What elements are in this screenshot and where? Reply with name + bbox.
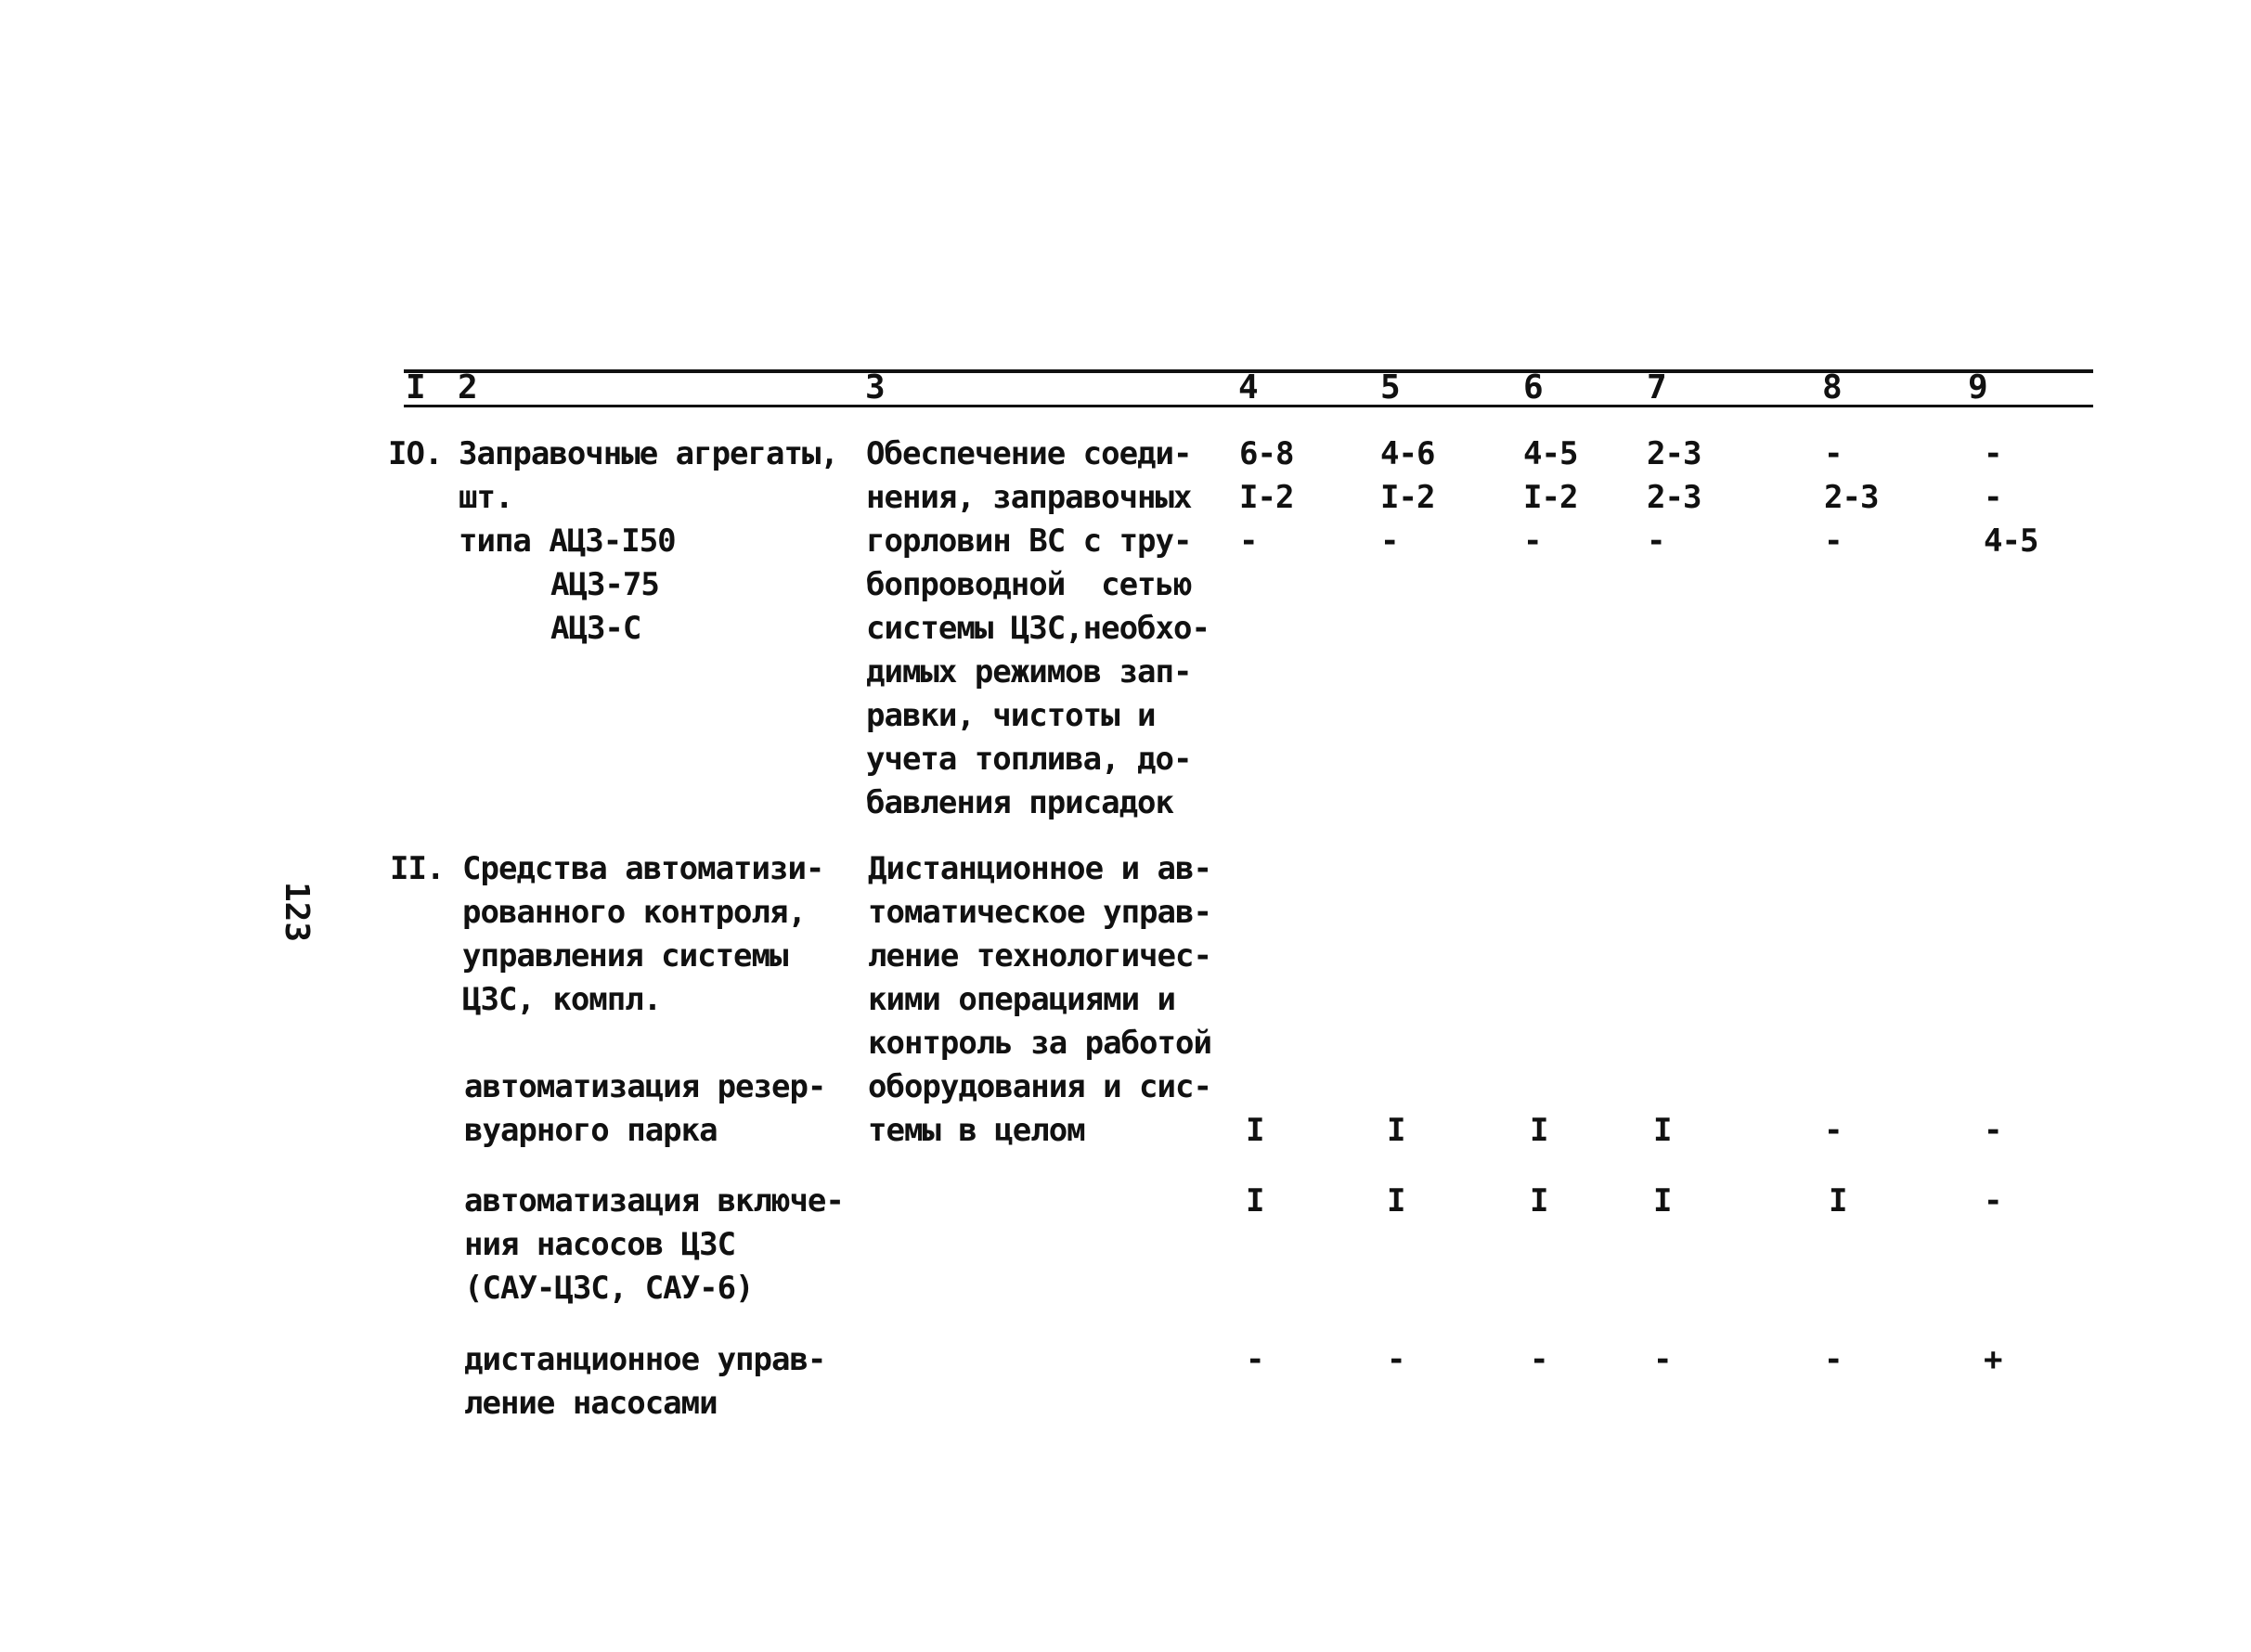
purpose-line: димых режимов зап- [866, 653, 1192, 690]
page-number: 123 [278, 882, 316, 943]
header-col-4: 4 [1238, 368, 1259, 407]
sub-item-line: (САУ-ЦЗС, САУ-6) [464, 1270, 754, 1307]
item-name-line: Заправочные агрегаты, [459, 435, 838, 472]
value-cell: - [1984, 479, 2002, 516]
purpose-line: равки, чистоты и [866, 697, 1156, 734]
value-cell: I [1246, 1182, 1264, 1220]
value-cell: I [1530, 1182, 1548, 1220]
value-cell: I [1829, 1182, 1847, 1220]
item-type: АЦЗ-С [550, 610, 641, 647]
value-cell: - [1530, 1341, 1548, 1378]
item-name-line: рованного контроля, [462, 894, 806, 931]
value-cell: - [1984, 1182, 2002, 1220]
item-type: АЦЗ-75 [550, 566, 659, 603]
item-name-line: ЦЗС, компл. [462, 981, 662, 1018]
value-cell: 4-5 [1523, 435, 1578, 472]
purpose-line: нения, заправочных [866, 479, 1192, 516]
value-cell: - [1824, 1341, 1843, 1378]
value-cell: I [1653, 1182, 1672, 1220]
purpose-line: Дистанционное и ав- [868, 850, 1211, 887]
purpose-line: учета топлива, до- [866, 741, 1192, 778]
value-cell: 2-3 [1647, 479, 1701, 516]
item-name-line: управления системы [462, 937, 788, 974]
purpose-line: темы в целом [868, 1112, 1085, 1149]
value-cell: I [1530, 1112, 1548, 1149]
item-types-label: типа АЦЗ-I50 [459, 523, 676, 560]
row-number: IO. [388, 435, 443, 472]
value-cell: 4-5 [1984, 523, 2038, 560]
value-cell: - [1380, 523, 1399, 560]
sub-item-line: вуарного парка [464, 1112, 718, 1149]
value-cell: - [1824, 1112, 1843, 1149]
item-name-line: шт. [459, 479, 513, 516]
value-cell: I [1387, 1112, 1405, 1149]
value-cell: I [1246, 1112, 1264, 1149]
value-cell: I [1653, 1112, 1672, 1149]
purpose-line: кими операциями и [868, 981, 1175, 1018]
value-cell: 6-8 [1239, 435, 1294, 472]
value-cell: I-2 [1380, 479, 1435, 516]
purpose-line: контроль за работой [868, 1025, 1211, 1062]
value-cell: - [1523, 523, 1542, 560]
value-cell: - [1824, 523, 1843, 560]
purpose-line: бопроводной сетью [866, 566, 1192, 603]
value-cell: - [1387, 1341, 1405, 1378]
value-cell: I-2 [1239, 479, 1294, 516]
sub-item-line: автоматизация резер- [464, 1068, 826, 1105]
value-cell: I [1387, 1182, 1405, 1220]
header-col-9: 9 [1968, 368, 1988, 407]
purpose-line: бавления присадок [866, 784, 1173, 821]
value-cell: - [1824, 435, 1843, 472]
row-number: II. [390, 850, 445, 887]
value-cell: I-2 [1523, 479, 1578, 516]
purpose-line: горловин ВС с тру- [866, 523, 1192, 560]
value-cell: + [1984, 1341, 2002, 1378]
header-col-5: 5 [1380, 368, 1401, 407]
value-cell: 2-3 [1647, 435, 1701, 472]
value-cell: - [1246, 1341, 1264, 1378]
value-cell: 4-6 [1380, 435, 1435, 472]
value-cell: - [1984, 435, 2002, 472]
header-col-3: 3 [865, 368, 886, 407]
value-cell: 2-3 [1824, 479, 1879, 516]
sub-item-line: автоматизация включе- [464, 1182, 844, 1220]
sub-item-line: дистанционное управ- [464, 1341, 826, 1378]
header-col-1: I [406, 368, 426, 407]
purpose-line: системы ЦЗС,необхо- [866, 610, 1210, 647]
header-col-8: 8 [1822, 368, 1843, 407]
sub-item-line: ния насосов ЦЗС [464, 1226, 736, 1263]
header-col-6: 6 [1523, 368, 1544, 407]
purpose-line: томатическое управ- [868, 894, 1211, 931]
value-cell: - [1984, 1112, 2002, 1149]
value-cell: - [1647, 523, 1665, 560]
item-name-line: Средства автоматизи- [462, 850, 824, 887]
purpose-line: Обеспечение соеди- [866, 435, 1192, 472]
header-col-7: 7 [1647, 368, 1667, 407]
value-cell: - [1653, 1341, 1672, 1378]
header-col-2: 2 [458, 368, 478, 407]
value-cell: - [1239, 523, 1258, 560]
purpose-line: ление технологичес- [868, 937, 1211, 974]
purpose-line: оборудования и сис- [868, 1068, 1211, 1105]
sub-item-line: ление насосами [464, 1385, 718, 1422]
